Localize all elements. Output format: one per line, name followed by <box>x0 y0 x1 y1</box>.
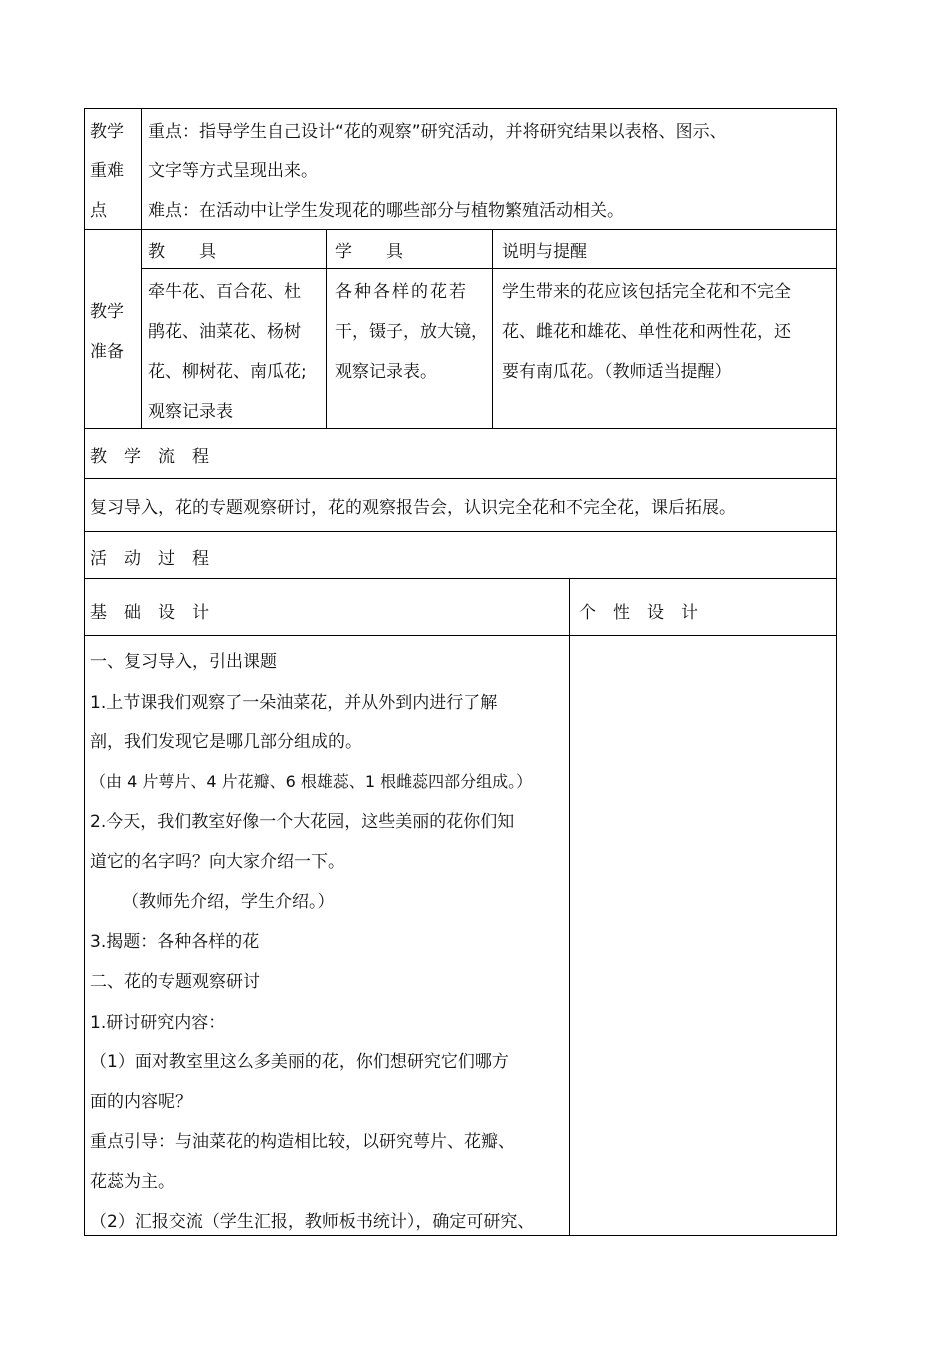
activity-line-13: 重点引导：与油菜花的构造相比较，以研究萼片、花瓣、 <box>90 1132 515 1152</box>
personal-design-heading: 个 性 设 计 <box>579 603 698 623</box>
prep-column-divider-2 <box>492 229 493 429</box>
activity-line-2: 1.上节课我们观察了一朵油菜花，并从外到内进行了解 <box>90 693 498 713</box>
label-column-divider <box>141 108 142 429</box>
keypoints-content-line-1: 重点：指导学生自己设计“花的观察”研究活动，并将研究结果以表格、图示、 <box>148 122 727 142</box>
keypoints-label-line-2: 重难 <box>90 161 124 181</box>
notes-line-2: 花、雌花和雄花、单性花和两性花，还 <box>502 322 791 342</box>
activity-line-14: 花蕊为主。 <box>90 1172 175 1192</box>
prep-header-student-tools: 学 具 <box>335 242 403 262</box>
activity-heading: 活 动 过 程 <box>90 549 209 569</box>
prep-label-line-1: 教学 <box>90 302 124 322</box>
activity-line-1: 一、复习导入，引出课题 <box>90 652 277 672</box>
activity-line-11: （1）面对教室里这么多美丽的花，你们想研究它们哪方 <box>90 1052 509 1072</box>
activity-line-8: 3.揭题：各种各样的花 <box>90 932 260 952</box>
notes-line-3: 要有南瓜花。（教师适当提醒） <box>502 362 732 382</box>
activity-line-15: （2）汇报交流（学生汇报，教师板书统计），确定可研究、 <box>90 1212 535 1232</box>
row-divider-flow-heading <box>84 478 837 479</box>
prep-header-teacher-tools: 教 具 <box>148 242 216 262</box>
table-bottom-border <box>84 1235 837 1236</box>
activity-line-7: （教师先介绍，学生介绍。） <box>122 892 335 912</box>
activity-line-6: 道它的名字吗？向大家介绍一下。 <box>90 852 345 872</box>
row-divider-keypoints <box>84 229 837 230</box>
row-divider-prep-header <box>141 268 837 269</box>
teacher-tools-line-1: 牵牛花、百合花、杜 <box>148 282 301 302</box>
student-tools-line-2: 干，镊子，放大镜， <box>335 322 488 342</box>
student-tools-line-1: 各种各样的花若 <box>335 282 468 302</box>
row-divider-activity-heading <box>84 578 837 579</box>
keypoints-label-line-1: 教学 <box>90 122 124 142</box>
activity-line-3: 剖，我们发现它是哪几部分组成的。 <box>90 732 362 752</box>
keypoints-content-line-3: 难点：在活动中让学生发现花的哪些部分与植物繁殖活动相关。 <box>148 201 624 221</box>
activity-line-5: 2.今天，我们教室好像一个大花园，这些美丽的花你们知 <box>90 812 515 832</box>
flow-heading: 教 学 流 程 <box>90 447 209 467</box>
teacher-tools-line-2: 鹃花、油菜花、杨树 <box>148 322 301 342</box>
notes-line-1: 学生带来的花应该包括完全花和不完全 <box>502 282 791 302</box>
table-left-border <box>84 108 85 1236</box>
row-divider-flow <box>84 531 837 532</box>
activity-line-9: 二、花的专题观察研讨 <box>90 972 260 992</box>
prep-label-line-2: 准备 <box>90 342 124 362</box>
row-divider-prep <box>84 428 837 429</box>
prep-header-notes: 说明与提醒 <box>502 242 587 262</box>
activity-line-10: 1.研讨研究内容： <box>90 1013 226 1033</box>
table-right-border <box>836 108 837 1236</box>
activity-line-12: 面的内容呢？ <box>90 1092 192 1112</box>
table-top-border <box>84 108 837 109</box>
keypoints-content-line-2: 文字等方式呈现出来。 <box>148 161 318 181</box>
student-tools-line-3: 观察记录表。 <box>335 362 437 382</box>
flow-content: 复习导入，花的专题观察研讨，花的观察报告会，认识完全花和不完全花，课后拓展。 <box>90 498 736 518</box>
teacher-tools-line-4: 观察记录表 <box>148 402 233 422</box>
teacher-tools-line-3: 花、柳树花、南瓜花; <box>148 362 307 382</box>
basic-design-heading: 基 础 设 计 <box>90 603 209 623</box>
activity-line-4: （由 4 片萼片、4 片花瓣、6 根雄蕊、1 根雌蕊四部分组成。） <box>90 772 533 791</box>
design-column-divider <box>569 578 570 1236</box>
prep-column-divider-1 <box>326 229 327 429</box>
row-divider-design-heading <box>84 635 837 636</box>
keypoints-label-line-3: 点 <box>90 201 107 221</box>
